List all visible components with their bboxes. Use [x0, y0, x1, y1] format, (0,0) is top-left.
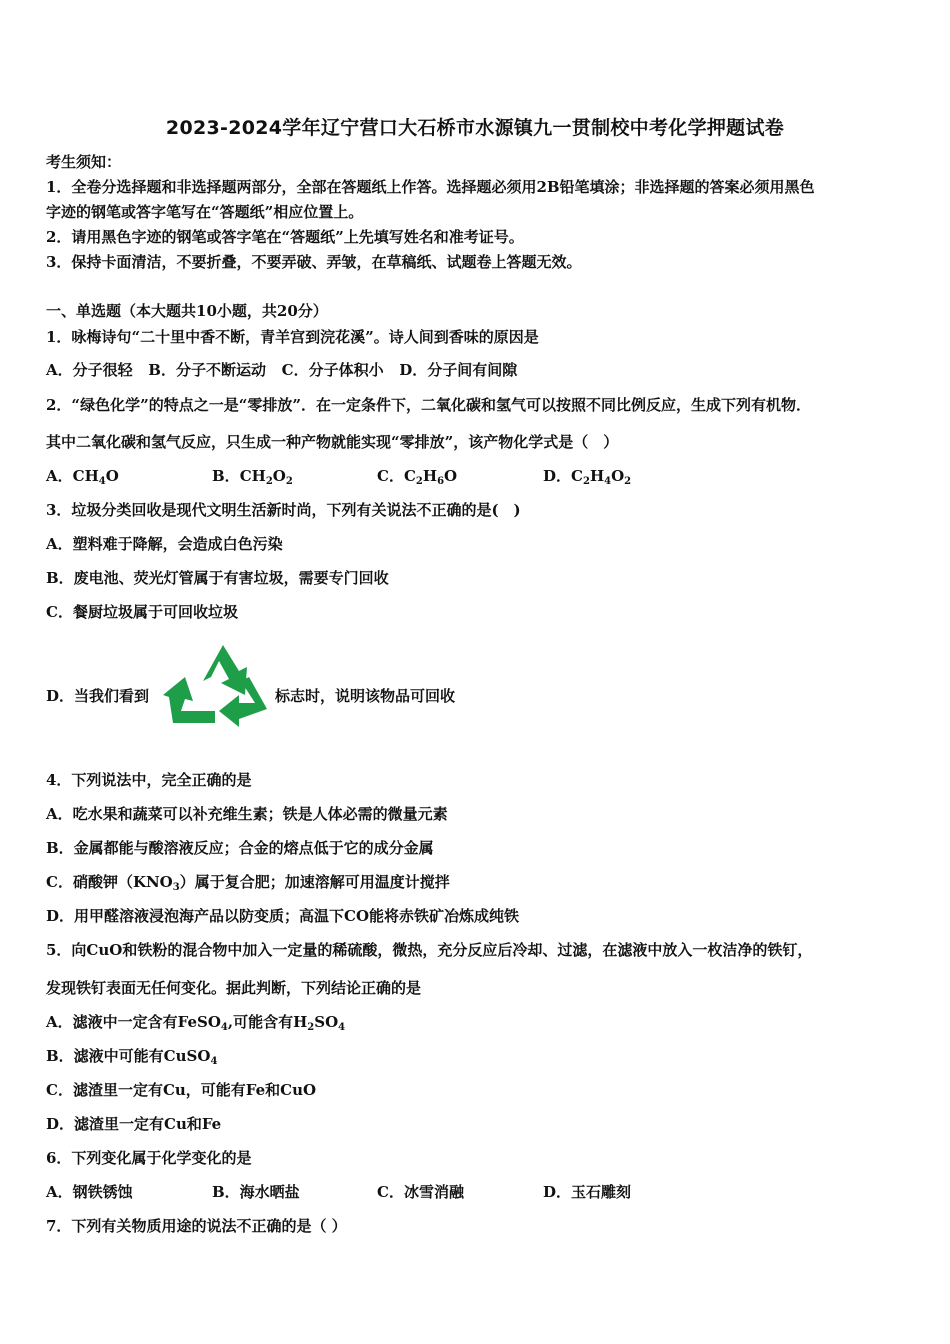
question-3-option-d-prefix: D．当我们看到: [46, 687, 150, 705]
page-title: 2023-2024学年辽宁营口大石桥市水源镇九一贯制校中考化学押题试卷: [165, 117, 785, 139]
question-3-option-d-suffix: 标志时，说明该物品可回收: [275, 687, 456, 705]
question-6-option-c: C．冰雪消融: [377, 1183, 464, 1201]
question-5-option-a: A．滤液中一定含有FeSO$_4$,可能含有$H_2SO_4$: [46, 1013, 346, 1033]
question-3-option-b: B．废电池、荧光灯管属于有害垃圾，需要专门回收: [46, 569, 389, 587]
question-2-stem-cont: 其中二氧化碳和氢气反应，只生成一种产物就能实现“零排放”，该产物化学式是（ ）: [46, 433, 619, 451]
question-1-options: A．分子很轻 B．分子不断运动 C．分子体积小 D．分子间有间隙: [46, 361, 518, 379]
notice-item: 3．保持卡面清洁，不要折叠，不要弄破、弄皱，在草稿纸、试题卷上答题无效。: [46, 253, 582, 271]
question-5-option-d: D．滤渣里一定有Cu和Fe: [46, 1115, 222, 1133]
question-2-option-d: D．$C_2H_4O_2$: [543, 467, 632, 487]
notice-item: 2．请用黑色字迹的钢笔或答字笔在“答题纸”上先填写姓名和准考证号。: [46, 228, 524, 246]
section-heading: 一、单选题（本大题共10小题，共20分）: [46, 302, 328, 320]
question-5-stem: 5．向CuO和铁粉的混合物中加入一定量的稀硫酸，微热，充分反应后冷却、过滤，在滤液中放入一枚洁净的铁钉，: [46, 941, 813, 959]
question-2-option-b: B．$CH_2O_2$: [212, 467, 293, 487]
question-4-stem: 4．下列说法中，完全正确的是: [46, 771, 252, 789]
notice-item: 字迹的钢笔或答字笔写在“答题纸”相应位置上。: [46, 203, 364, 221]
notice-item: 1．全卷分选择题和非选择题两部分，全部在答题纸上作答。选择题必须用2B铅笔填涂；非选择题的答案必须用黑色: [46, 178, 815, 196]
question-5-option-b: B．滤液中可能有CuSO$_4$: [46, 1047, 218, 1067]
question-4-option-a: A．吃水果和蔬菜可以补充维生素；铁是人体必需的微量元素: [46, 805, 448, 823]
question-3-stem: 3．垃圾分类回收是现代文明生活新时尚，下列有关说法不正确的是( ): [46, 501, 521, 519]
notice-heading: 考生须知：: [46, 153, 122, 171]
question-5-option-c: C．滤渣里一定有Cu，可能有Fe和CuO: [46, 1081, 317, 1099]
question-6-option-a: A．钢铁锈蚀: [46, 1183, 133, 1201]
question-6-option-d: D．玉石雕刻: [543, 1183, 632, 1201]
question-4-option-c: C．硝酸钾$(KNO_3)$属于复合肥；加速溶解可用温度计搅拌: [46, 873, 450, 893]
question-4-option-d: D．用甲醛溶液浸泡海产品以防变质；高温下CO能将赤铁矿冶炼成纯铁: [46, 907, 520, 925]
recycle-icon: [163, 637, 275, 731]
question-2-option-c: C．$C_2H_6O$: [377, 467, 458, 487]
question-5-stem-cont: 发现铁钉表面无任何变化。据此判断，下列结论正确的是: [46, 979, 422, 997]
question-2-stem: 2．“绿色化学”的特点之一是“零排放”．在一定条件下，二氧化碳和氢气可以按照不同比例反应，生成下列有机物．: [46, 396, 811, 414]
question-3-option-c: C．餐厨垃圾属于可回收垃圾: [46, 603, 238, 621]
question-6-stem: 6．下列变化属于化学变化的是: [46, 1149, 252, 1167]
question-3-option-a: A．塑料难于降解，会造成白色污染: [46, 535, 283, 553]
question-4-option-b: B．金属都能与酸溶液反应；合金的熔点低于它的成分金属: [46, 839, 434, 857]
question-7-stem: 7．下列有关物质用途的说法不正确的是（ ）: [46, 1217, 347, 1235]
question-2-option-a: A．$CH_4O$: [46, 467, 119, 487]
question-6-option-b: B．海水晒盐: [212, 1183, 300, 1201]
question-1-stem: 1．咏梅诗句“二十里中香不断，青羊宫到浣花溪”。诗人间到香味的原因是: [46, 328, 539, 346]
